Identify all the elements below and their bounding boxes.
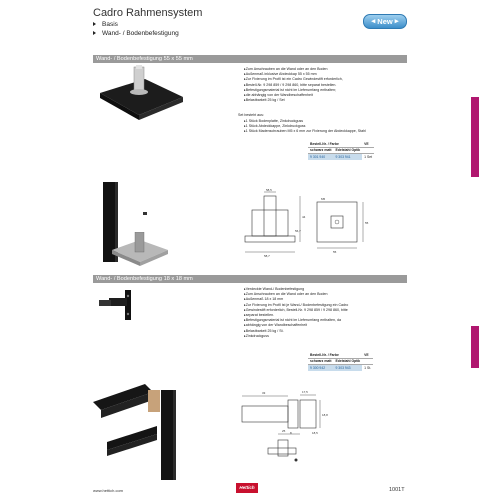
dim-label: 17,5 [302,390,308,394]
table-color-black: schwarz matt [310,359,332,364]
dim-label: 25 [282,429,286,433]
product-image-baseplate-55 [95,65,185,125]
dim-label: 44 [302,215,306,219]
feature-item: ▸ separat bestellen. [244,313,434,318]
order-number-link[interactable]: 9 303 943 [333,365,362,371]
feature-item: ▸ die abhängig von der Wandbeschaffenheit [244,93,424,98]
dim-label: 55 [365,221,369,225]
table-header-order: Bestell-Nr. / Farbe [308,352,362,358]
feature-item: ▸ Belastbarkeit 25 kg / St. [244,329,434,334]
set-items-list [244,119,444,135]
order-number-link[interactable]: 9 300 942 [308,365,333,371]
dim-label: 18,5 [312,431,318,435]
technical-drawing-18 [238,390,338,470]
feature-item: ▸ Verdeckte Wand-/ Bodenbefestigung [244,287,434,292]
breadcrumb-wand-bodenbefestigung[interactable]: Wand- / Bodenbefestigung [93,30,179,37]
feature-item: ▸ Gewindestift erforderlich, Bestell-Nr. 9 298 859 / 9 298 860, bitte [244,308,434,313]
technical-drawing-side-55 [240,188,310,260]
dim-label: 58,5 [266,188,272,192]
table-color-steel: Edelstahl Optik [335,148,361,153]
section-bar-18: Wand- / Bodenbefestigung 18 x 18 mm [93,275,407,283]
triangle-right-icon: ▶ [394,18,399,25]
section-bar-55: Wand- / Bodenbefestigung 55 x 55 mm [93,55,407,63]
dim-label: 18,8 [322,413,328,417]
set-item: ▸ 1 Stück Abdeckkappe, Zinkdruckguss [244,124,444,129]
table-header-ve: VE [362,352,373,358]
table-header-order: Bestell-Nr. / Farbe [308,141,362,147]
feature-item: ▸ abhängig von der Wandbeschaffenheit [244,323,434,328]
table-ve-value: 1 St. [364,365,372,370]
feature-item: ▸ Zinkdruckguss [244,334,434,339]
page-title: Cadro Rahmensystem [93,7,203,19]
side-tab-marker [471,326,479,368]
breadcrumb-basis[interactable]: Basis [93,21,118,28]
section1-feature-list [244,67,424,103]
table-header-ve: VE [362,141,374,147]
order-table-55 [308,141,374,160]
section2-feature-list [244,287,434,339]
table-ve-value: 1 Set [364,154,373,159]
arrow-right-icon [93,22,96,26]
set-title: Set besteht aus: [238,113,264,117]
feature-item: ▸ Außenmaß 18 x 18 mm [244,297,434,302]
side-tab-marker [471,97,479,177]
arrow-right-icon [93,31,96,35]
feature-item: ▸ Zum Anschrauben an die Wand oder an den Boden [244,67,424,72]
feature-item: ▸ Zur Fixierung im Profil ist je Wand-/ Bodenbefestigung ein Cadro [244,303,434,308]
page-number: 1001T [389,487,405,493]
dim-label: M5 [321,197,326,201]
feature-item: ▸ Zum Anschrauben an die Wand oder an den Boden [244,292,434,297]
feature-item: ▸ Außenmaß inklusive Abdeckkap 55 x 55 mm [244,72,424,77]
feature-item: ▸ Belastbarkeit 25 kg / Set [244,98,424,103]
feature-item: ▸ Bestell-Nr. 9 298 859 / 9 298 860, bitte separat bestellen. [244,83,424,88]
set-item: ▸ 1 Stück Madenschrauben M5 x 6 mm zur Fixierung der Abdeckkappe, Stahl [244,129,444,134]
table-color-steel: Edelstahl Optik [335,359,361,364]
technical-drawing-top-55 [313,196,373,256]
table-color-black: schwarz matt [310,148,332,153]
order-number-link[interactable]: 9 303 941 [333,154,362,160]
order-table-18 [308,352,373,371]
dim-label: 33 [262,391,266,395]
dim-label: 58,7 [264,254,270,258]
order-number-link[interactable]: 9 301 940 [308,154,333,160]
product-image-hidden-connector [93,382,189,480]
dim-label: 8 [290,431,292,435]
product-image-wallmount-18 [95,288,143,328]
product-image-baseplate-stem [110,232,170,270]
new-button[interactable]: ◀ New ▶ [363,14,407,29]
feature-item: ▸ Befestigungsmaterial ist nicht im Lieferumfang enthalten, da [244,318,434,323]
feature-item: ▸ Zur Fixierung im Profil ist ein Cadro Gewindestift erforderlich, [244,77,424,82]
set-item: ▸ 1 Stück Bodenplatte, Zinkdruckguss [244,119,444,124]
triangle-left-icon: ◀ [371,18,376,25]
feature-item: ▸ Befestigungsmaterial ist nicht im Lieferumfang enthalten; [244,88,424,93]
dim-label: 55 [333,250,337,254]
hettich-logo: Hettich [236,483,258,493]
footer-url-link[interactable]: www.hettich.com [93,488,124,493]
dim-label: 56,7 [295,229,301,233]
